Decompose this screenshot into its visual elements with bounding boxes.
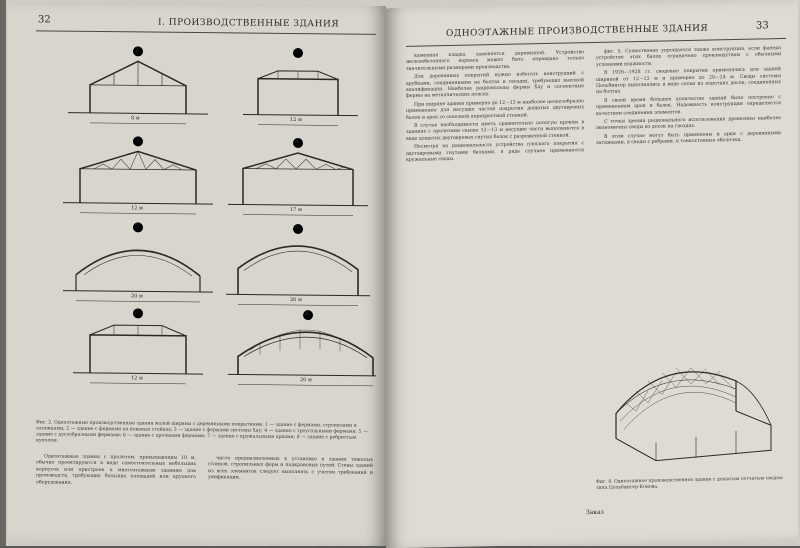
paragraph: Одноэтажные здания с пролетом, превышающим 10 м, обычно проектируются в виде самостоятельных небольших корпусов или пристроек к многоэтажным зданиям для производств, требующих больших площадей или крупного оборудования. bbox=[36, 454, 196, 486]
paragraph: Несмотря на рациональность устройства плоского покрытия с двутавровыми гнутыми балками, в ряде случаев применяются кружальные своды. bbox=[406, 141, 584, 163]
building-4-drawing bbox=[228, 137, 368, 215]
dimension-label: 12 м bbox=[131, 205, 143, 212]
left-page bbox=[8, 2, 386, 546]
figure-caption: Фиг. 2. Одноэтажные производственные здания малой ширины с деревянными покрытиями: 1 — здание с фермами, стропилами и затяжками; 2 — здание с фермами на кованых стойках; 3 — здание с фермами системы Хау; 4 — здание с треугольными фермами; 5 — здание с дугообразными фермами; 6 — здание с арочными фермами; 7 — здание с кружальными арками; 8 — здание с ребристым куполом. bbox=[36, 420, 368, 444]
paragraph: фиг. 5. Существенно упрощается также конструкция, если фанера устройство этих балок ограничено производством с обычными условиями влажности. bbox=[596, 46, 781, 68]
header-rule bbox=[36, 30, 376, 35]
right-text-column-1 bbox=[406, 50, 584, 166]
right-running-head: ОДНОЭТАЖНЫЕ ПРОИЗВОДСТВЕННЫЕ ЗДАНИЯ bbox=[446, 23, 709, 40]
figure-label-6: 6 bbox=[295, 224, 299, 232]
left-text-column-1 bbox=[36, 454, 196, 490]
paragraph: В своей время большое количество зданий было построено с применением арок и балок. Надежность конструкции определяется качеством соединения элементов. bbox=[596, 94, 781, 117]
building-7-drawing bbox=[73, 308, 203, 384]
right-page bbox=[386, 0, 798, 548]
dimension-label: 20 м bbox=[300, 377, 312, 384]
figure-label-3: 3 bbox=[135, 136, 139, 144]
right-text-column-2 bbox=[596, 46, 781, 150]
dimension-label: 12 м bbox=[131, 375, 143, 382]
figure-label-8: 8 bbox=[305, 310, 309, 318]
building-2-drawing bbox=[243, 47, 358, 125]
dimension-label: 17 м bbox=[290, 206, 302, 214]
dimension-label: 20 м bbox=[290, 296, 302, 304]
header-rule bbox=[406, 38, 786, 47]
page-footer: Заказ bbox=[586, 508, 604, 517]
figure-buildings-grid bbox=[28, 42, 378, 416]
building-6-drawing bbox=[226, 223, 370, 306]
paragraph: Для деревянных покрытий нужно избегать конструкций с врубками, соединенными на болтах и гвоздях, требующих высокой квалификации. Наиболее рациональны фермы Хау и сегментные фермы на металлических поясах. bbox=[406, 71, 584, 100]
figure-label-7: 7 bbox=[135, 308, 139, 316]
figure-caption: Фиг. 4. Одноэтажное производственное здание с дощатым сетчатым сводом типа Цольбингер-Конова. bbox=[596, 476, 783, 491]
paragraph: каменная кладка заменяется деревянной. Устройство железобетонного каркаса может быть оправдано только значительными размерами производства. bbox=[406, 50, 584, 72]
left-page-number: 32 bbox=[38, 14, 51, 26]
right-page-number: 33 bbox=[756, 20, 769, 32]
paragraph: В 1926—1928 гг. сводовые покрытия применялись для зданий шириной от 12—13 м и примерно до 20—24 м. Своды системы Цольбингер выполнялись в виде сетки из коротких досок, соединенных на болтах. bbox=[596, 67, 781, 96]
figure-label-4: 4 bbox=[295, 138, 299, 146]
paragraph: В случае необходимости иметь сравнительно пологую кровлю в зданиях с пролетами свыше 12—13 м несущие части выполняются в виде дощатых двутавровых гнутых балок с разреженной стенкой. bbox=[406, 120, 584, 142]
figure-vault-building bbox=[596, 340, 786, 474]
building-3-drawing bbox=[63, 136, 213, 215]
figure-label-1: 1 bbox=[135, 46, 139, 54]
dimension-label: 20 м bbox=[131, 293, 143, 300]
paragraph: С точки зрения рационального использования древесины наиболее экономичны своды из досок на гвоздях. bbox=[596, 116, 781, 132]
paragraph: При ширине здания примерно до 12—13 м наиболее целесообразно применение для несущих частей покрытия дощатых двутавровых балок и арок со сквозной перекрестной стенкой. bbox=[406, 99, 584, 121]
figure-label-5: 5 bbox=[135, 222, 139, 230]
building-5-drawing bbox=[63, 222, 213, 303]
dimension-label: 12 м bbox=[290, 116, 302, 124]
left-text-column-2 bbox=[208, 456, 373, 485]
paragraph: чисто предназначенных к установке в здании тяжелых станков, стропильных ферм и подкрановых путей. Стены зданий из всех элементов следует выполнять с учетом требований и унификации. bbox=[208, 456, 373, 481]
building-8-drawing bbox=[228, 309, 376, 386]
dimension-label: 8 м bbox=[131, 115, 140, 122]
paragraph: В этом случае могут быть применены и арки с деревянными затяжками, и своды с ребрами, и тонкостенные оболочки. bbox=[596, 130, 781, 147]
left-running-head: I. ПРОИЗВОДСТВЕННЫЕ ЗДАНИЯ bbox=[158, 17, 340, 30]
building-1-drawing bbox=[68, 46, 208, 124]
figure-label-2: 2 bbox=[295, 48, 299, 56]
